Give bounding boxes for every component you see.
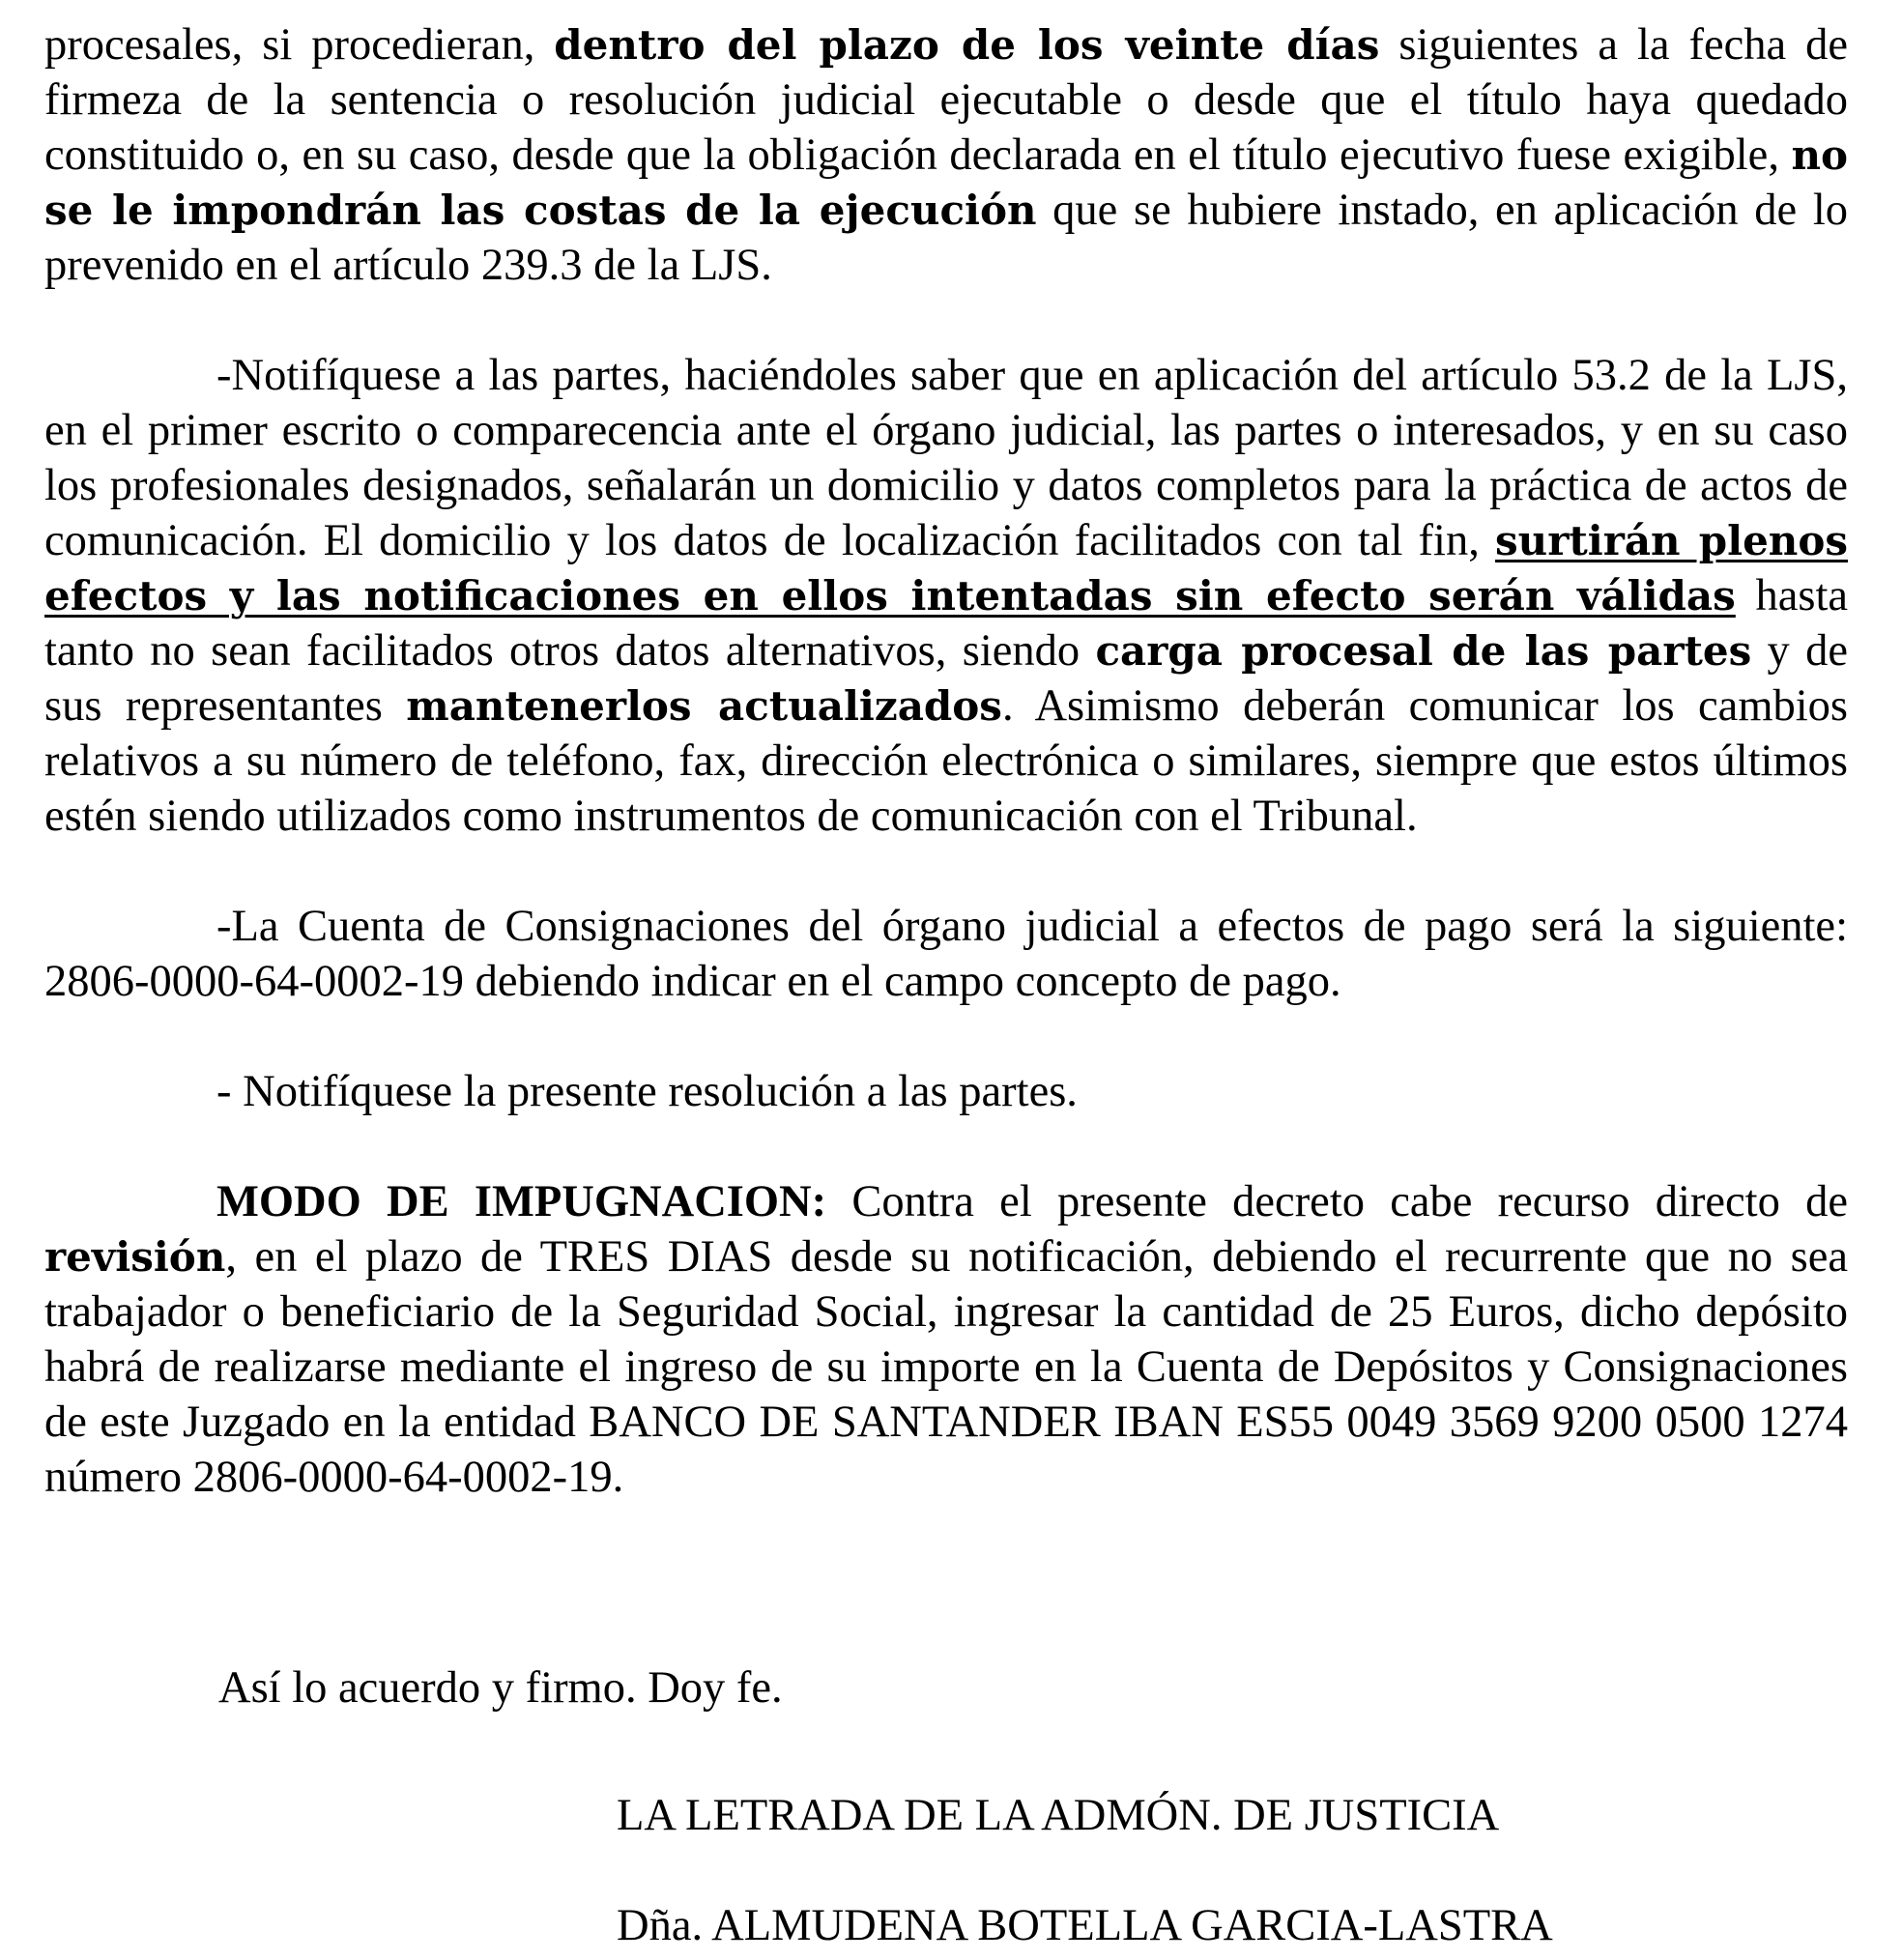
- costas-text-2: siguientes a la fecha de firmeza de la sentencia o resolución judicial ejecutable o desde que el título haya quedado constituido o, en su caso, desde que la obligación declarada en el título ejecutivo fuese exigible,: [44, 20, 1848, 180]
- domicilio-bold-actualizados: mantenerlos actualizados: [406, 682, 1002, 730]
- signature-title: LA LETRADA DE LA ADMÓN. DE JUSTICIA: [617, 1791, 1500, 1840]
- paragraph-modo-impugnacion: [44, 1174, 1848, 1505]
- domicilio-bold-underlined: surtirán plenos efectos y las notificaciones en ellos intentadas sin efecto serán válidas: [44, 517, 1849, 620]
- paragraph-cuenta-consignaciones: [44, 899, 1848, 1009]
- costas-bold-no-impondran: no se le impondrán las costas de la ejecución: [44, 131, 1848, 234]
- domicilio-text-3: y de sus representantes: [44, 626, 1848, 731]
- costas-bold-plazo: dentro del plazo de los veinte días: [554, 21, 1380, 69]
- domicilio-text-1: -Notifíquese a las partes, haciéndoles saber que en aplicación del artículo 53.2 de la LJS, en el primer escrito o comparecencia ante el órgano judicial, las partes o interesados, y en su caso los profesionales designados, señalarán un domicilio y datos completos para la práctica de actos de comunicación. El domicilio y los datos de localización facilitados con tal fin,: [44, 351, 1848, 565]
- paragraph-notificacion-domicilio: [44, 348, 1848, 844]
- domicilio-text-4: . Asimismo deberán comunicar los cambios relativos a su número de teléfono, fax, dirección electrónica o similares, siempre que estos últimos estén siendo utilizados como instrumentos de comunicación con el Tribunal.: [44, 681, 1848, 841]
- closing-statement: Así lo acuerdo y firmo. Doy fe.: [218, 1663, 783, 1713]
- impugnacion-bold-revision: revisión: [44, 1233, 226, 1281]
- paragraph-notifiquese: [44, 1064, 1848, 1119]
- domicilio-bold-carga: carga procesal de las partes: [1095, 627, 1752, 675]
- impugnacion-heading: MODO DE IMPUGNACION:: [216, 1177, 827, 1226]
- impugnacion-text-1: Contra el presente decreto cabe recurso directo de: [826, 1177, 1848, 1226]
- document-body: [44, 17, 1848, 1505]
- cuenta-text: -La Cuenta de Consignaciones del órgano judicial a efectos de pago será la siguiente: 2806-0000-64-0002-19 debiendo indicar en el campo concepto de pago.: [44, 902, 1848, 1006]
- costas-text-1: procesales, si procedieran,: [44, 20, 555, 70]
- domicilio-text-2: hasta tanto no sean facilitados otros datos alternativos, siendo: [44, 571, 1849, 676]
- costas-text-3: que se hubiere instado, en aplicación de lo prevenido en el artículo 239.3 de la LJS.: [44, 186, 1848, 290]
- paragraph-costas: [44, 17, 1848, 293]
- signature-name: Dña. ALMUDENA BOTELLA GARCIA-LASTRA: [617, 1901, 1553, 1950]
- impugnacion-text-2: , en el plazo de TRES DIAS desde su notificación, debiendo el recurrente que no sea trabajador o beneficiario de la Seguridad Social, ingresar la cantidad de 25 Euros, dicho depósito habrá de realizarse mediante el ingreso de su importe en la Cuenta de Depósitos y Consignaciones de este Juzgado en la entidad BANCO DE SANTANDER IBAN ES55 0049 3569 9200 0500 1274 número 2806-0000-64-0002-19.: [44, 1232, 1848, 1502]
- notifiquese-text: - Notifíquese la presente resolución a las partes.: [216, 1067, 1078, 1116]
